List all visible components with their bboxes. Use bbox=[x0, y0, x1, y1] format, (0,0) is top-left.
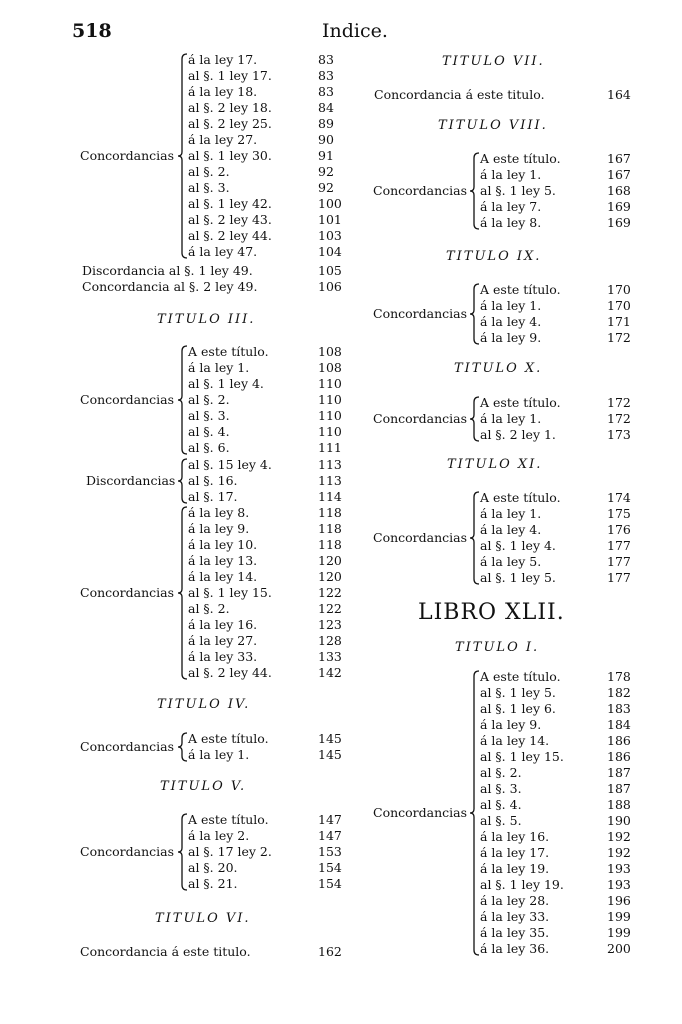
page-ref: 167 bbox=[607, 151, 631, 166]
page-ref: 122 bbox=[318, 585, 342, 600]
entry-text: á la ley 1. bbox=[480, 298, 542, 313]
page-ref: 104 bbox=[318, 244, 342, 259]
entry-text: A este título. bbox=[188, 344, 269, 359]
page-ref: 83 bbox=[318, 52, 334, 67]
page-ref: 133 bbox=[318, 649, 342, 664]
section-heading: TITULO VIII. bbox=[438, 118, 548, 133]
page-ref: 100 bbox=[318, 196, 342, 211]
page-ref: 184 bbox=[607, 717, 631, 732]
entry-text: al §. 1 ley 5. bbox=[480, 685, 556, 700]
entry-text: A este título. bbox=[480, 395, 561, 410]
page-ref: 153 bbox=[318, 844, 342, 859]
page-ref: 110 bbox=[318, 376, 342, 391]
entry-text: á la ley 4. bbox=[480, 522, 542, 537]
entry-text: A este título. bbox=[480, 490, 561, 505]
page-ref: 172 bbox=[607, 395, 631, 410]
entry-text: A este título. bbox=[188, 812, 269, 827]
entry-text: al §. 1 ley 4. bbox=[188, 376, 264, 391]
entry-text: al §. 2 ley 18. bbox=[188, 100, 272, 115]
section-heading: TITULO V. bbox=[160, 779, 247, 794]
page-ref: 128 bbox=[318, 633, 342, 648]
entry-text: á la ley 9. bbox=[480, 330, 542, 345]
entry-text: á la ley 9. bbox=[480, 717, 542, 732]
page-ref: 83 bbox=[318, 84, 334, 99]
page-ref: 167 bbox=[607, 167, 631, 182]
index-line: Discordancia al §. 1 ley 49. bbox=[82, 263, 253, 278]
entry-text: á la ley 36. bbox=[480, 941, 550, 956]
entry-text: á la ley 47. bbox=[188, 244, 258, 259]
entry-text: á la ley 17. bbox=[480, 845, 550, 860]
entry-text: á la ley 1. bbox=[188, 360, 250, 375]
entry-text: al §. 3. bbox=[480, 781, 522, 796]
curly-brace-icon bbox=[177, 505, 189, 681]
page-ref: 186 bbox=[607, 749, 631, 764]
entry-text: al §. 2 ley 43. bbox=[188, 212, 272, 227]
group-label: Concordancias bbox=[80, 148, 175, 163]
entry-text: al §. 1 ley 30. bbox=[188, 148, 272, 163]
entry-text: A este título. bbox=[480, 151, 561, 166]
page-ref: 174 bbox=[607, 490, 631, 505]
entry-text: á la ley 17. bbox=[188, 52, 258, 67]
group-label: Concordancias bbox=[80, 844, 175, 859]
index-line: Concordancia al §. 2 ley 49. bbox=[82, 279, 258, 294]
page-ref: 147 bbox=[318, 812, 342, 827]
entry-text: al §. 1 ley 15. bbox=[480, 749, 564, 764]
page-ref: 172 bbox=[607, 411, 631, 426]
entry-text: A este título. bbox=[480, 669, 561, 684]
entry-text: al §. 17. bbox=[188, 489, 238, 504]
section-heading: TITULO I. bbox=[455, 640, 540, 655]
entry-text: á la ley 33. bbox=[480, 909, 550, 924]
entry-text: A este título. bbox=[188, 731, 269, 746]
page-ref: 178 bbox=[607, 669, 631, 684]
page-ref: 193 bbox=[607, 877, 631, 892]
page-ref: 168 bbox=[607, 183, 631, 198]
page-ref: 199 bbox=[607, 925, 631, 940]
page-ref: 173 bbox=[607, 427, 631, 442]
section-heading: TITULO III. bbox=[157, 312, 256, 327]
page-ref: 162 bbox=[318, 944, 342, 959]
page-ref: 108 bbox=[318, 360, 342, 375]
page-ref: 110 bbox=[318, 408, 342, 423]
entry-text: al §. 21. bbox=[188, 876, 238, 891]
page-ref: 101 bbox=[318, 212, 342, 227]
page-ref: 154 bbox=[318, 860, 342, 875]
section-heading: TITULO X. bbox=[454, 361, 543, 376]
curly-brace-icon bbox=[469, 490, 481, 586]
entry-text: al §. 2. bbox=[188, 164, 230, 179]
page-ref: 196 bbox=[607, 893, 631, 908]
section-heading: TITULO IV. bbox=[157, 697, 251, 712]
page-ref: 170 bbox=[607, 298, 631, 313]
entry-text: á la ley 16. bbox=[188, 617, 258, 632]
section-heading: TITULO VI. bbox=[155, 911, 251, 926]
entry-text: á la ley 1. bbox=[480, 167, 542, 182]
entry-text: al §. 20. bbox=[188, 860, 238, 875]
entry-text: á la ley 27. bbox=[188, 132, 258, 147]
page-ref: 169 bbox=[607, 215, 631, 230]
page-ref: 118 bbox=[318, 505, 342, 520]
page-ref: 186 bbox=[607, 733, 631, 748]
entry-text: á la ley 1. bbox=[188, 747, 250, 762]
entry-text: al §. 2 ley 44. bbox=[188, 665, 272, 680]
curly-brace-icon bbox=[469, 395, 481, 443]
entry-text: á la ley 19. bbox=[480, 861, 550, 876]
page-ref: 182 bbox=[607, 685, 631, 700]
page-ref: 106 bbox=[318, 279, 342, 294]
entry-text: al §. 1 ley 19. bbox=[480, 877, 564, 892]
page-ref: 177 bbox=[607, 554, 631, 569]
curly-brace-icon bbox=[177, 731, 189, 763]
page-ref: 176 bbox=[607, 522, 631, 537]
section-heading: TITULO XI. bbox=[447, 457, 543, 472]
entry-text: al §. 1 ley 5. bbox=[480, 183, 556, 198]
page-number: 518 bbox=[72, 20, 112, 42]
page-ref: 103 bbox=[318, 228, 342, 243]
entry-text: al §. 4. bbox=[188, 424, 230, 439]
entry-text: al §. 2 ley 44. bbox=[188, 228, 272, 243]
entry-text: á la ley 8. bbox=[188, 505, 250, 520]
entry-text: al §. 5. bbox=[480, 813, 522, 828]
entry-text: á la ley 18. bbox=[188, 84, 258, 99]
page-ref: 89 bbox=[318, 116, 334, 131]
page-ref: 187 bbox=[607, 765, 631, 780]
page-ref: 200 bbox=[607, 941, 631, 956]
entry-text: á la ley 2. bbox=[188, 828, 250, 843]
entry-text: al §. 2 ley 25. bbox=[188, 116, 272, 131]
page-ref: 199 bbox=[607, 909, 631, 924]
section-heading: TITULO VII. bbox=[442, 54, 545, 69]
page-ref: 90 bbox=[318, 132, 334, 147]
entry-text: á la ley 33. bbox=[188, 649, 258, 664]
entry-text: al §. 6. bbox=[188, 440, 230, 455]
page-ref: 192 bbox=[607, 845, 631, 860]
entry-text: A este título. bbox=[480, 282, 561, 297]
page-ref: 120 bbox=[318, 553, 342, 568]
page-ref: 169 bbox=[607, 199, 631, 214]
entry-text: á la ley 28. bbox=[480, 893, 550, 908]
page-ref: 118 bbox=[318, 521, 342, 536]
entry-text: á la ley 7. bbox=[480, 199, 542, 214]
page-ref: 83 bbox=[318, 68, 334, 83]
page-ref: 113 bbox=[318, 457, 342, 472]
group-label: Concordancias bbox=[373, 306, 468, 321]
page-ref: 177 bbox=[607, 570, 631, 585]
entry-text: al §. 17 ley 2. bbox=[188, 844, 272, 859]
entry-text: al §. 2. bbox=[188, 392, 230, 407]
page-ref: 110 bbox=[318, 392, 342, 407]
page-ref: 120 bbox=[318, 569, 342, 584]
page-ref: 142 bbox=[318, 665, 342, 680]
entry-text: á la ley 14. bbox=[480, 733, 550, 748]
page-ref: 110 bbox=[318, 424, 342, 439]
curly-brace-icon bbox=[469, 151, 481, 231]
page-ref: 114 bbox=[318, 489, 342, 504]
entry-text: al §. 3. bbox=[188, 180, 230, 195]
page-ref: 118 bbox=[318, 537, 342, 552]
curly-brace-icon bbox=[177, 344, 189, 456]
page-ref: 187 bbox=[607, 781, 631, 796]
page-ref: 105 bbox=[318, 263, 342, 278]
page-ref: 171 bbox=[607, 314, 631, 329]
entry-text: á la ley 35. bbox=[480, 925, 550, 940]
curly-brace-icon bbox=[177, 812, 189, 892]
curly-brace-icon bbox=[469, 282, 481, 346]
entry-text: á la ley 5. bbox=[480, 554, 542, 569]
page-ref: 123 bbox=[318, 617, 342, 632]
curly-brace-icon bbox=[469, 669, 481, 957]
page-ref: 188 bbox=[607, 797, 631, 812]
index-line: Concordancia á este titulo. bbox=[374, 87, 545, 102]
page-ref: 193 bbox=[607, 861, 631, 876]
page-ref: 145 bbox=[318, 747, 342, 762]
page-ref: 183 bbox=[607, 701, 631, 716]
group-label: Concordancias bbox=[80, 585, 175, 600]
book-heading: LIBRO XLII. bbox=[418, 600, 565, 625]
entry-text: al §. 1 ley 6. bbox=[480, 701, 556, 716]
entry-text: al §. 15 ley 4. bbox=[188, 457, 272, 472]
page-ref: 92 bbox=[318, 180, 334, 195]
entry-text: al §. 1 ley 4. bbox=[480, 538, 556, 553]
page-ref: 170 bbox=[607, 282, 631, 297]
entry-text: á la ley 1. bbox=[480, 506, 542, 521]
entry-text: á la ley 14. bbox=[188, 569, 258, 584]
page-ref: 92 bbox=[318, 164, 334, 179]
group-label: Concordancias bbox=[373, 411, 468, 426]
page-ref: 147 bbox=[318, 828, 342, 843]
page-ref: 91 bbox=[318, 148, 334, 163]
entry-text: á la ley 10. bbox=[188, 537, 258, 552]
group-label: Concordancias bbox=[373, 183, 468, 198]
entry-text: á la ley 8. bbox=[480, 215, 542, 230]
curly-brace-icon bbox=[177, 52, 189, 260]
page-ref: 192 bbox=[607, 829, 631, 844]
index-line: Concordancia á este titulo. bbox=[80, 944, 251, 959]
entry-text: á la ley 9. bbox=[188, 521, 250, 536]
entry-text: al §. 1 ley 17. bbox=[188, 68, 272, 83]
entry-text: al §. 1 ley 5. bbox=[480, 570, 556, 585]
entry-text: al §. 1 ley 15. bbox=[188, 585, 272, 600]
entry-text: al §. 3. bbox=[188, 408, 230, 423]
page-ref: 172 bbox=[607, 330, 631, 345]
entry-text: al §. 2. bbox=[188, 601, 230, 616]
section-heading: TITULO IX. bbox=[446, 249, 542, 264]
running-head: Indice. bbox=[322, 20, 388, 42]
entry-text: al §. 4. bbox=[480, 797, 522, 812]
entry-text: al §. 16. bbox=[188, 473, 238, 488]
page-ref: 111 bbox=[318, 440, 342, 455]
entry-text: á la ley 1. bbox=[480, 411, 542, 426]
group-label: Concordancias bbox=[373, 530, 468, 545]
page-ref: 145 bbox=[318, 731, 342, 746]
entry-text: al §. 1 ley 42. bbox=[188, 196, 272, 211]
group-label: Concordancias bbox=[80, 392, 175, 407]
page-ref: 154 bbox=[318, 876, 342, 891]
page-ref: 108 bbox=[318, 344, 342, 359]
page-ref: 122 bbox=[318, 601, 342, 616]
entry-text: al §. 2 ley 1. bbox=[480, 427, 556, 442]
entry-text: á la ley 27. bbox=[188, 633, 258, 648]
group-label: Concordancias bbox=[373, 805, 468, 820]
curly-brace-icon bbox=[177, 457, 189, 505]
entry-text: á la ley 13. bbox=[188, 553, 258, 568]
entry-text: al §. 2. bbox=[480, 765, 522, 780]
page-ref: 113 bbox=[318, 473, 342, 488]
page-ref: 177 bbox=[607, 538, 631, 553]
group-label: Concordancias bbox=[80, 739, 175, 754]
entry-text: á la ley 16. bbox=[480, 829, 550, 844]
page-ref: 190 bbox=[607, 813, 631, 828]
entry-text: á la ley 4. bbox=[480, 314, 542, 329]
page-ref: 84 bbox=[318, 100, 334, 115]
page-ref: 175 bbox=[607, 506, 631, 521]
page-ref: 164 bbox=[607, 87, 631, 102]
group-label: Discordancias bbox=[86, 473, 176, 488]
